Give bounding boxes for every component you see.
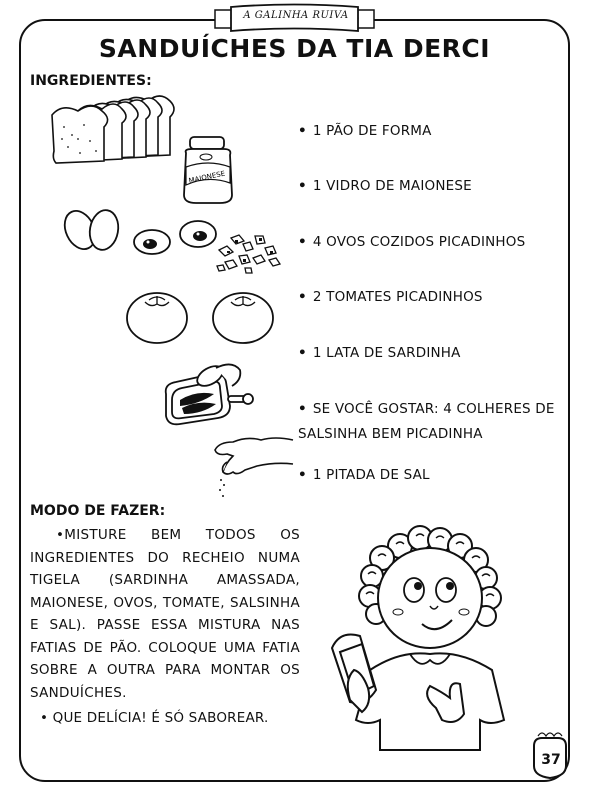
bullet: • (298, 178, 307, 194)
method-heading: MODO DE FAZER: (30, 503, 166, 519)
ingredient-item: • SE VOCÊ GOSTAR: 4 COLHERES DE (298, 401, 555, 417)
eggs-icon (60, 200, 220, 264)
bullet: • (298, 345, 307, 361)
ingredient-item: • 1 VIDRO DE MAIONESE (298, 178, 472, 194)
ingredient-item: • 1 PITADA DE SAL (298, 467, 430, 483)
ingredient-item: • 1 LATA DE SARDINHA (298, 345, 461, 361)
salt-pinch-hand-icon (205, 432, 295, 502)
ingredient-item: • 1 PÃO DE FORMA (298, 123, 432, 139)
bullet: • (298, 467, 307, 483)
page-number: 37 (541, 752, 561, 768)
chopped-egg-icon (215, 230, 285, 274)
tomatoes-icon (125, 290, 275, 346)
jar-label: MAIONESE (188, 169, 226, 186)
method-step-2: • QUE DELÍCIA! É SÓ SABOREAR. (40, 710, 269, 726)
bullet: • (298, 123, 307, 139)
bullet: • (298, 289, 307, 305)
series-title: A GALINHA RUIVA (243, 10, 349, 21)
bullet: • (298, 401, 307, 417)
page-title: SANDUÍCHES DA TIA DERCI (98, 34, 491, 63)
ingredients-heading: INGREDIENTES: (30, 73, 152, 89)
sardine-can-icon (160, 360, 260, 430)
girl-eating-sandwich-icon (310, 520, 520, 750)
ingredient-item-continuation: SALSINHA BEM PICADINHA (298, 426, 483, 442)
ingredient-item: • 2 TOMATES PICADINHOS (298, 289, 483, 305)
bread-icon (50, 95, 180, 165)
method-text: •MISTURE BEM TODOS OS INGREDIENTES DO RECHEIO NUMA TIGELA (SARDINHA AMASSADA, MAIONESE, OVOS, TOMATE, SALSINHA E SAL). PASSE ESSA MISTURA NAS FATIAS DE PÃO. COLOQUE UMA FATIA SOBRE A OUTRA PARA MONTAR OS SANDUÍCHES. (30, 527, 300, 701)
method-step-1 (30, 524, 300, 704)
ingredient-item: • 4 OVOS COZIDOS PICADINHOS (298, 234, 526, 250)
mayonnaise-jar-icon (180, 135, 238, 205)
bullet: • (298, 234, 307, 250)
